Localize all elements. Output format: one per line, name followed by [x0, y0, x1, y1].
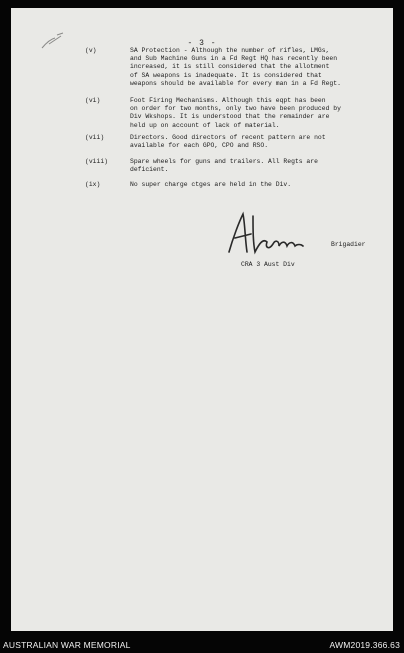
item-number: (v)	[85, 47, 97, 54]
item-text: SA Protection - Although the number of rifles, LMGs, and Sub Machine Guns in a Fd Regt HQ has recently been increased, it is still considered that the allotment of SA weapons is inadequate. It is considered that weapons should be available for every man in a Fd Regt.	[130, 47, 341, 87]
item-number: (vi)	[85, 97, 101, 104]
handwritten-signature	[223, 208, 333, 260]
footer-reference: AWM2019.366.63	[329, 640, 400, 650]
page-number: - 3 -	[187, 39, 217, 48]
item-text: Foot Firing Mechanisms. Although this eqpt has been on order for two months, only two have been produced by Div Wkshops. It is understood that the remainder are held up on account of lack of material.	[130, 97, 341, 129]
document-page	[11, 8, 393, 631]
item-number: (ix)	[85, 181, 101, 188]
signatory-role: CRA 3 Aust Div	[241, 261, 295, 268]
item-text: No super charge ctges are held in the Div.	[130, 181, 292, 188]
item-number: (vii)	[85, 134, 105, 141]
item-text: Directors. Good directors of recent pattern are not available for each GPO, CPO and RSO.	[130, 134, 326, 150]
item-text: Spare wheels for guns and trailers. All Regts are deficient.	[130, 158, 318, 174]
signature-block	[223, 208, 403, 278]
item-number: (viii)	[85, 158, 109, 165]
signatory-rank: Brigadier	[331, 241, 366, 248]
footer-institution: AUSTRALIAN WAR MEMORIAL	[3, 640, 131, 650]
